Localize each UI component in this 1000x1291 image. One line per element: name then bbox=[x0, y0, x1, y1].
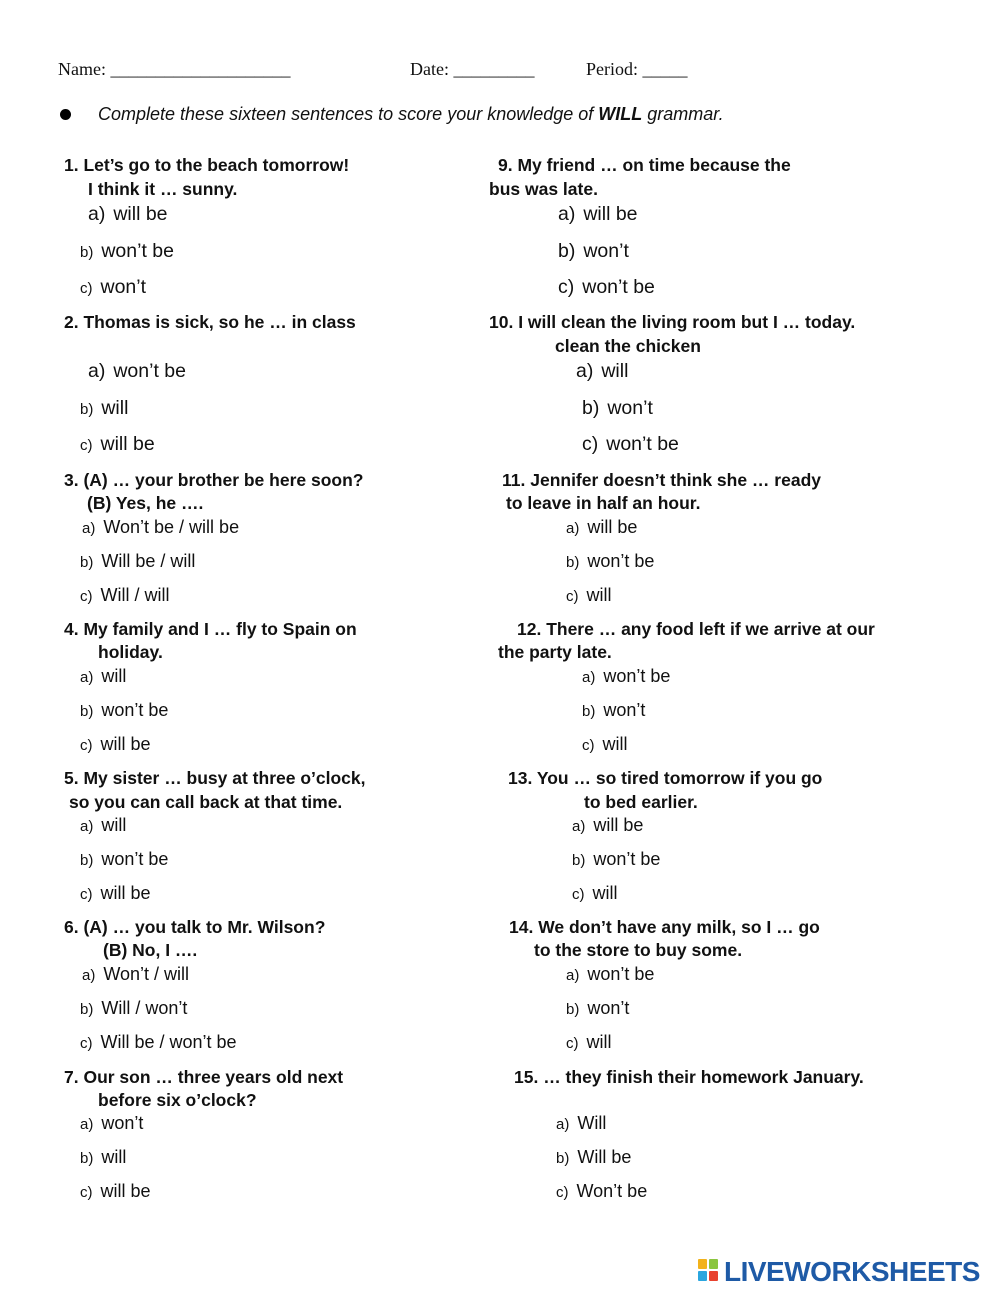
option-letter: a) bbox=[82, 520, 96, 537]
question-13-option-a[interactable] bbox=[572, 815, 643, 836]
option-text: won’t be bbox=[113, 360, 186, 382]
question-1-option-b[interactable] bbox=[80, 240, 174, 263]
option-text: will be bbox=[113, 203, 168, 225]
question-4-option-a[interactable] bbox=[80, 666, 126, 687]
option-text: won’t bbox=[587, 998, 630, 1018]
option-text: won’t bbox=[603, 700, 646, 720]
instruction-text bbox=[98, 104, 724, 125]
option-letter: a) bbox=[566, 520, 580, 537]
option-text: won’t be bbox=[101, 240, 174, 262]
question-12-line-1: 12. There … any food left if we arrive at our bbox=[517, 619, 875, 639]
question-3-line-1: 3. (A) … your brother be here soon? bbox=[64, 470, 364, 490]
question-11-line-2: to leave in half an hour. bbox=[506, 493, 701, 513]
option-text: won’t bbox=[607, 397, 653, 419]
question-9-line-1: 9. My friend … on time because the bbox=[498, 155, 791, 175]
option-letter: a) bbox=[582, 669, 596, 686]
bullet-icon bbox=[60, 109, 71, 120]
option-text: won’t bbox=[101, 1113, 144, 1133]
option-text: Will be / will bbox=[101, 551, 196, 571]
option-letter: c) bbox=[572, 886, 585, 903]
question-12-option-c[interactable] bbox=[582, 734, 628, 755]
option-letter: c) bbox=[80, 886, 93, 903]
question-12-option-a[interactable] bbox=[582, 666, 670, 687]
option-text: Will be bbox=[577, 1147, 632, 1167]
option-text: will bbox=[101, 815, 127, 835]
question-12-option-b[interactable] bbox=[582, 700, 645, 721]
question-3-option-c[interactable] bbox=[80, 585, 170, 606]
liveworksheets-logo-text: LIVEWORKSHEETS bbox=[724, 1256, 980, 1287]
option-letter: b) bbox=[80, 401, 94, 418]
question-10-option-c[interactable] bbox=[582, 433, 679, 456]
option-letter: b) bbox=[572, 852, 586, 869]
instruction-before: Complete these sixteen sentences to score your knowledge of bbox=[98, 104, 599, 124]
option-letter: a) bbox=[566, 967, 580, 984]
option-text: won’t be bbox=[587, 964, 655, 984]
option-letter: c) bbox=[80, 588, 93, 605]
question-9-option-a[interactable] bbox=[558, 203, 638, 226]
option-letter: c) bbox=[80, 437, 93, 454]
option-text: will bbox=[592, 883, 618, 903]
liveworksheets-logo-icon bbox=[698, 1259, 720, 1283]
question-5-option-b[interactable] bbox=[80, 849, 168, 870]
question-15-line-1: 15. … they finish their homework January. bbox=[514, 1067, 864, 1087]
option-text: won’t be bbox=[101, 700, 169, 720]
question-11-option-b[interactable] bbox=[566, 551, 654, 572]
option-text: won’t be bbox=[587, 551, 655, 571]
question-7-option-c[interactable] bbox=[80, 1181, 151, 1202]
question-6-line-2: (B) No, I …. bbox=[103, 940, 198, 960]
question-9-option-b[interactable] bbox=[558, 240, 629, 263]
option-letter: c) bbox=[558, 276, 575, 298]
question-7-option-b[interactable] bbox=[80, 1147, 126, 1168]
question-6-option-c[interactable] bbox=[80, 1032, 237, 1053]
date-field-label: Date: _________ bbox=[410, 59, 535, 79]
question-5-line-1: 5. My sister … busy at three o’clock, bbox=[64, 768, 366, 788]
option-text: will be bbox=[100, 883, 151, 903]
question-4-option-b[interactable] bbox=[80, 700, 168, 721]
question-14-line-1: 14. We don’t have any milk, so I … go bbox=[509, 917, 820, 937]
option-text: Won’t be bbox=[576, 1181, 648, 1201]
option-letter: a) bbox=[80, 1116, 94, 1133]
option-letter: b) bbox=[80, 1001, 94, 1018]
name-field-label: Name: ____________________ bbox=[58, 59, 291, 79]
option-letter: b) bbox=[80, 1150, 94, 1167]
question-6-line-1: 6. (A) … you talk to Mr. Wilson? bbox=[64, 917, 326, 937]
option-text: Will / will bbox=[100, 585, 170, 605]
question-1-option-a[interactable] bbox=[88, 203, 168, 226]
option-letter: c) bbox=[80, 737, 93, 754]
option-text: will be bbox=[587, 517, 638, 537]
option-letter: c) bbox=[582, 737, 595, 754]
option-letter: c) bbox=[566, 588, 579, 605]
question-10-option-a[interactable] bbox=[576, 360, 628, 383]
question-3-line-2: (B) Yes, he …. bbox=[87, 493, 204, 513]
question-10-option-b[interactable] bbox=[582, 397, 653, 420]
option-text: won’t be bbox=[582, 276, 655, 298]
option-text: will bbox=[101, 1147, 127, 1167]
option-letter: a) bbox=[558, 203, 576, 225]
period-field-label: Period: _____ bbox=[586, 59, 688, 79]
question-7-line-2: before six o’clock? bbox=[98, 1090, 257, 1110]
question-14-option-c[interactable] bbox=[566, 1032, 612, 1053]
question-9-line-2: bus was late. bbox=[489, 179, 598, 199]
option-text: Won’t / will bbox=[103, 964, 190, 984]
question-2-option-c[interactable] bbox=[80, 433, 155, 456]
option-letter: a) bbox=[88, 360, 106, 382]
question-11-line-1: 11. Jennifer doesn’t think she … ready bbox=[502, 470, 821, 490]
option-letter: b) bbox=[80, 554, 94, 571]
question-13-option-b[interactable] bbox=[572, 849, 660, 870]
instruction-after: grammar. bbox=[642, 104, 724, 124]
option-letter: a) bbox=[572, 818, 586, 835]
question-2-option-b[interactable] bbox=[80, 397, 128, 420]
option-text: will bbox=[602, 734, 628, 754]
option-letter: a) bbox=[88, 203, 106, 225]
option-text: Will / won’t bbox=[101, 998, 188, 1018]
option-text: will bbox=[101, 666, 127, 686]
option-letter: b) bbox=[558, 240, 576, 262]
question-10-line-1: 10. I will clean the living room but I … today. bbox=[489, 312, 856, 332]
option-letter: b) bbox=[80, 244, 94, 261]
option-text: will bbox=[586, 585, 612, 605]
option-text: will bbox=[601, 360, 629, 382]
question-4-option-c[interactable] bbox=[80, 734, 151, 755]
option-letter: b) bbox=[582, 703, 596, 720]
option-letter: b) bbox=[80, 852, 94, 869]
option-text: will be bbox=[593, 815, 644, 835]
option-text: won’t be bbox=[101, 849, 169, 869]
question-5-option-a[interactable] bbox=[80, 815, 126, 836]
question-13-option-c[interactable] bbox=[572, 883, 618, 904]
question-3-option-b[interactable] bbox=[80, 551, 195, 572]
option-text: won’t be bbox=[606, 433, 679, 455]
option-letter: c) bbox=[582, 433, 599, 455]
option-letter: a) bbox=[82, 967, 96, 984]
question-2-line-1: 2. Thomas is sick, so he … in class bbox=[64, 312, 356, 332]
question-14-option-a[interactable] bbox=[566, 964, 654, 985]
question-5-line-2: so you can call back at that time. bbox=[69, 792, 343, 812]
question-13-line-2: to bed earlier. bbox=[584, 792, 698, 812]
option-text: Will be / won’t be bbox=[100, 1032, 237, 1052]
question-4-line-2: holiday. bbox=[98, 642, 163, 662]
question-5-option-c[interactable] bbox=[80, 883, 151, 904]
question-4-line-1: 4. My family and I … fly to Spain on bbox=[64, 619, 357, 639]
option-letter: c) bbox=[80, 280, 93, 297]
option-letter: c) bbox=[556, 1184, 569, 1201]
option-text: won’t be bbox=[603, 666, 671, 686]
option-letter: b) bbox=[80, 703, 94, 720]
option-text: will be bbox=[100, 734, 151, 754]
option-letter: b) bbox=[556, 1150, 570, 1167]
question-6-option-b[interactable] bbox=[80, 998, 187, 1019]
question-7-line-1: 7. Our son … three years old next bbox=[64, 1067, 344, 1087]
question-15-option-c[interactable] bbox=[556, 1181, 647, 1202]
option-text: will bbox=[101, 397, 129, 419]
question-1-line-2: I think it … sunny. bbox=[88, 179, 238, 199]
option-text: will be bbox=[100, 433, 155, 455]
question-12-line-2: the party late. bbox=[498, 642, 612, 662]
question-14-line-2: to the store to buy some. bbox=[534, 940, 743, 960]
option-text: won’t bbox=[583, 240, 629, 262]
question-9-option-c[interactable] bbox=[558, 276, 655, 299]
question-1-line-1: 1. Let’s go to the beach tomorrow! bbox=[64, 155, 350, 175]
question-7-option-a[interactable] bbox=[80, 1113, 143, 1134]
option-text: won’t be bbox=[593, 849, 661, 869]
option-text: will be bbox=[100, 1181, 151, 1201]
question-15-option-b[interactable] bbox=[556, 1147, 631, 1168]
question-10-line-2: clean the chicken bbox=[555, 336, 701, 356]
question-1-option-c[interactable] bbox=[80, 276, 146, 299]
question-6-option-a[interactable] bbox=[82, 964, 189, 985]
option-text: will be bbox=[583, 203, 638, 225]
option-text: Will bbox=[577, 1113, 607, 1133]
instruction-bold: WILL bbox=[598, 104, 643, 124]
option-letter: b) bbox=[566, 1001, 580, 1018]
option-letter: b) bbox=[566, 554, 580, 571]
option-text: won’t bbox=[100, 276, 147, 298]
option-text: Won’t be / will be bbox=[103, 517, 240, 537]
option-letter: c) bbox=[80, 1035, 93, 1052]
option-text: will bbox=[586, 1032, 612, 1052]
question-11-option-c[interactable] bbox=[566, 585, 612, 606]
question-13-line-1: 13. You … so tired tomorrow if you go bbox=[508, 768, 823, 788]
option-letter: a) bbox=[80, 669, 94, 686]
question-3-option-a[interactable] bbox=[82, 517, 239, 538]
option-letter: a) bbox=[80, 818, 94, 835]
question-15-option-a[interactable] bbox=[556, 1113, 606, 1134]
option-letter: c) bbox=[80, 1184, 93, 1201]
option-letter: a) bbox=[556, 1116, 570, 1133]
option-letter: b) bbox=[582, 397, 600, 419]
question-14-option-b[interactable] bbox=[566, 998, 629, 1019]
option-letter: c) bbox=[566, 1035, 579, 1052]
question-11-option-a[interactable] bbox=[566, 517, 637, 538]
question-2-option-a[interactable] bbox=[88, 360, 186, 383]
option-letter: a) bbox=[576, 360, 594, 382]
